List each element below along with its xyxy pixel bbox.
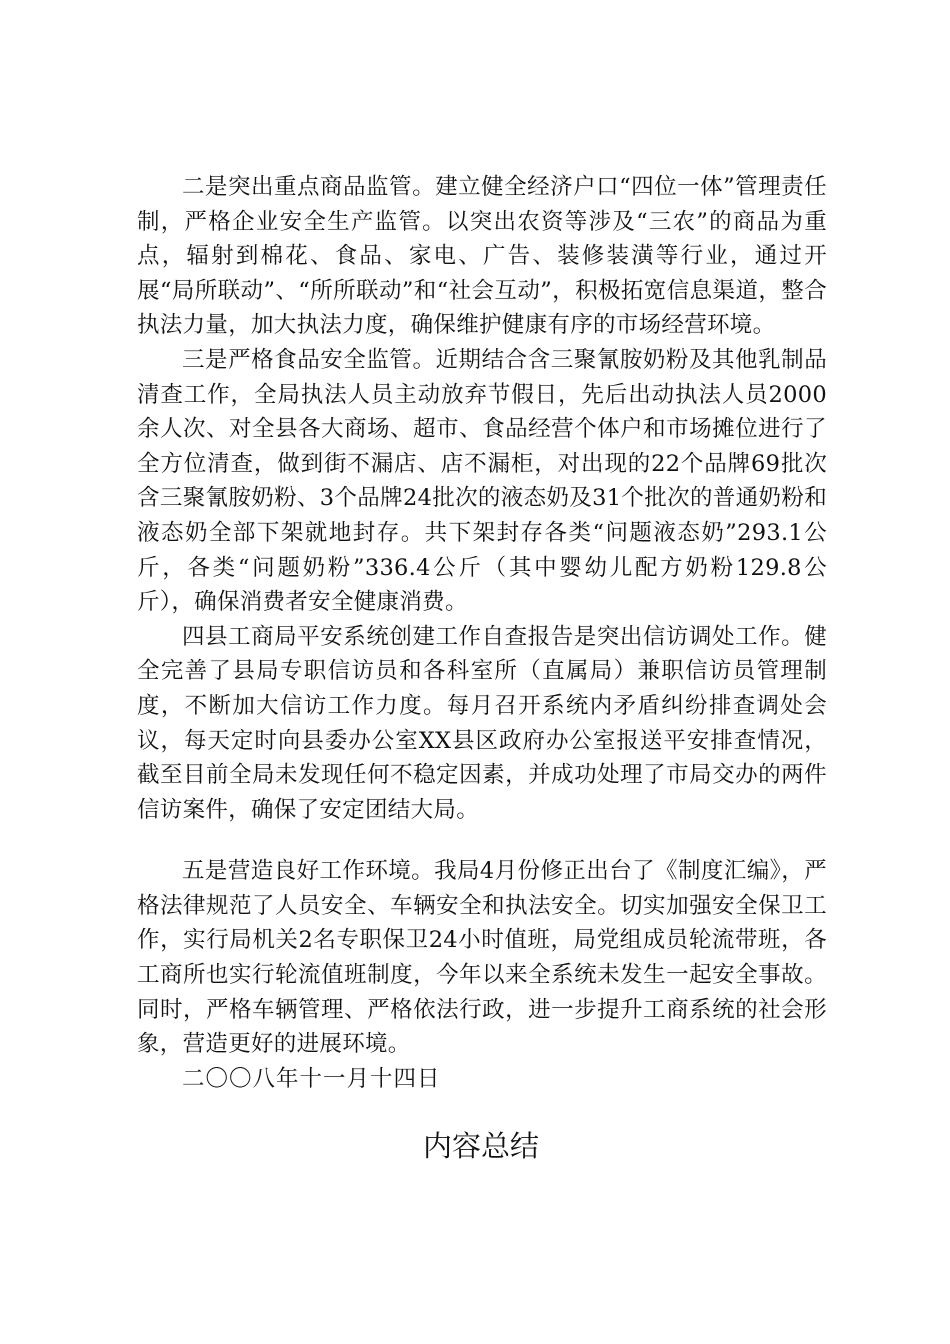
summary-heading: 内容总结: [422, 1129, 539, 1163]
document-body: [137, 170, 827, 1096]
document-date: 二〇〇八年十一月十四日: [182, 1065, 441, 1092]
paragraph-work-environment: 五是营造良好工作环境。我局4月份修正出台了《制度汇编》，严格法律规范了人员安全、车辆安全和执法安全。切实加强安全保卫工作，实行局机关2名专职保卫24小时值班，局党组成员轮流带班，各工商所也实行轮流值班制度，今年以来全系统未发生一起安全事故。同时，严格车辆管理、严格依法行政，进一步提升工商系统的社会形象，营造更好的进展环境。: [137, 858, 827, 1058]
paragraph-food-safety-supervision: 三是严格食品安全监管。近期结合含三聚氰胺奶粉及其他乳制品清查工作，全局执法人员主动放弃节假日，先后出动执法人员2000余人次、对全县各大商场、超市、食品经营个体户和市场摊位进行了全方位清查，做到街不漏店、店不漏柜，对出现的22个品牌69批次含三聚氰胺奶粉、3个品牌24批次的液态奶及31个批次的普通奶粉和液态奶全部下架就地封存。共下架封存各类“问题液态奶”293.1公斤，各类“问题奶粉”336.4公斤（其中婴幼儿配方奶粉129.8公斤），确保消费者安全健康消费。: [137, 346, 827, 616]
paragraph-key-goods-supervision: 二是突出重点商品监管。建立健全经济户口“四位一体”管理责任制，严格企业安全生产监管。以突出农资等涉及“三农”的商品为重点，辐射到棉花、食品、家电、广告、装修装潢等行业，通过开展“局所联动”、“所所联动”和“社会互动”，积极拓宽信息渠道，整合执法力量，加大执法力度，确保维护健康有序的市场经营环境。: [137, 174, 827, 339]
paragraph-petition-handling: 四县工商局平安系统创建工作自查报告是突出信访调处工作。健全完善了县局专职信访员和各科室所（直属局）兼职信访员管理制度，不断加大信访工作力度。每月召开系统内矛盾纠纷排查调处会议，每天定时向县委办公室XX县区政府办公室报送平安排查情况，截至目前全局未发现任何不稳定因素，并成功处理了市局交办的两件信访案件，确保了安定团结大局。: [137, 623, 827, 823]
